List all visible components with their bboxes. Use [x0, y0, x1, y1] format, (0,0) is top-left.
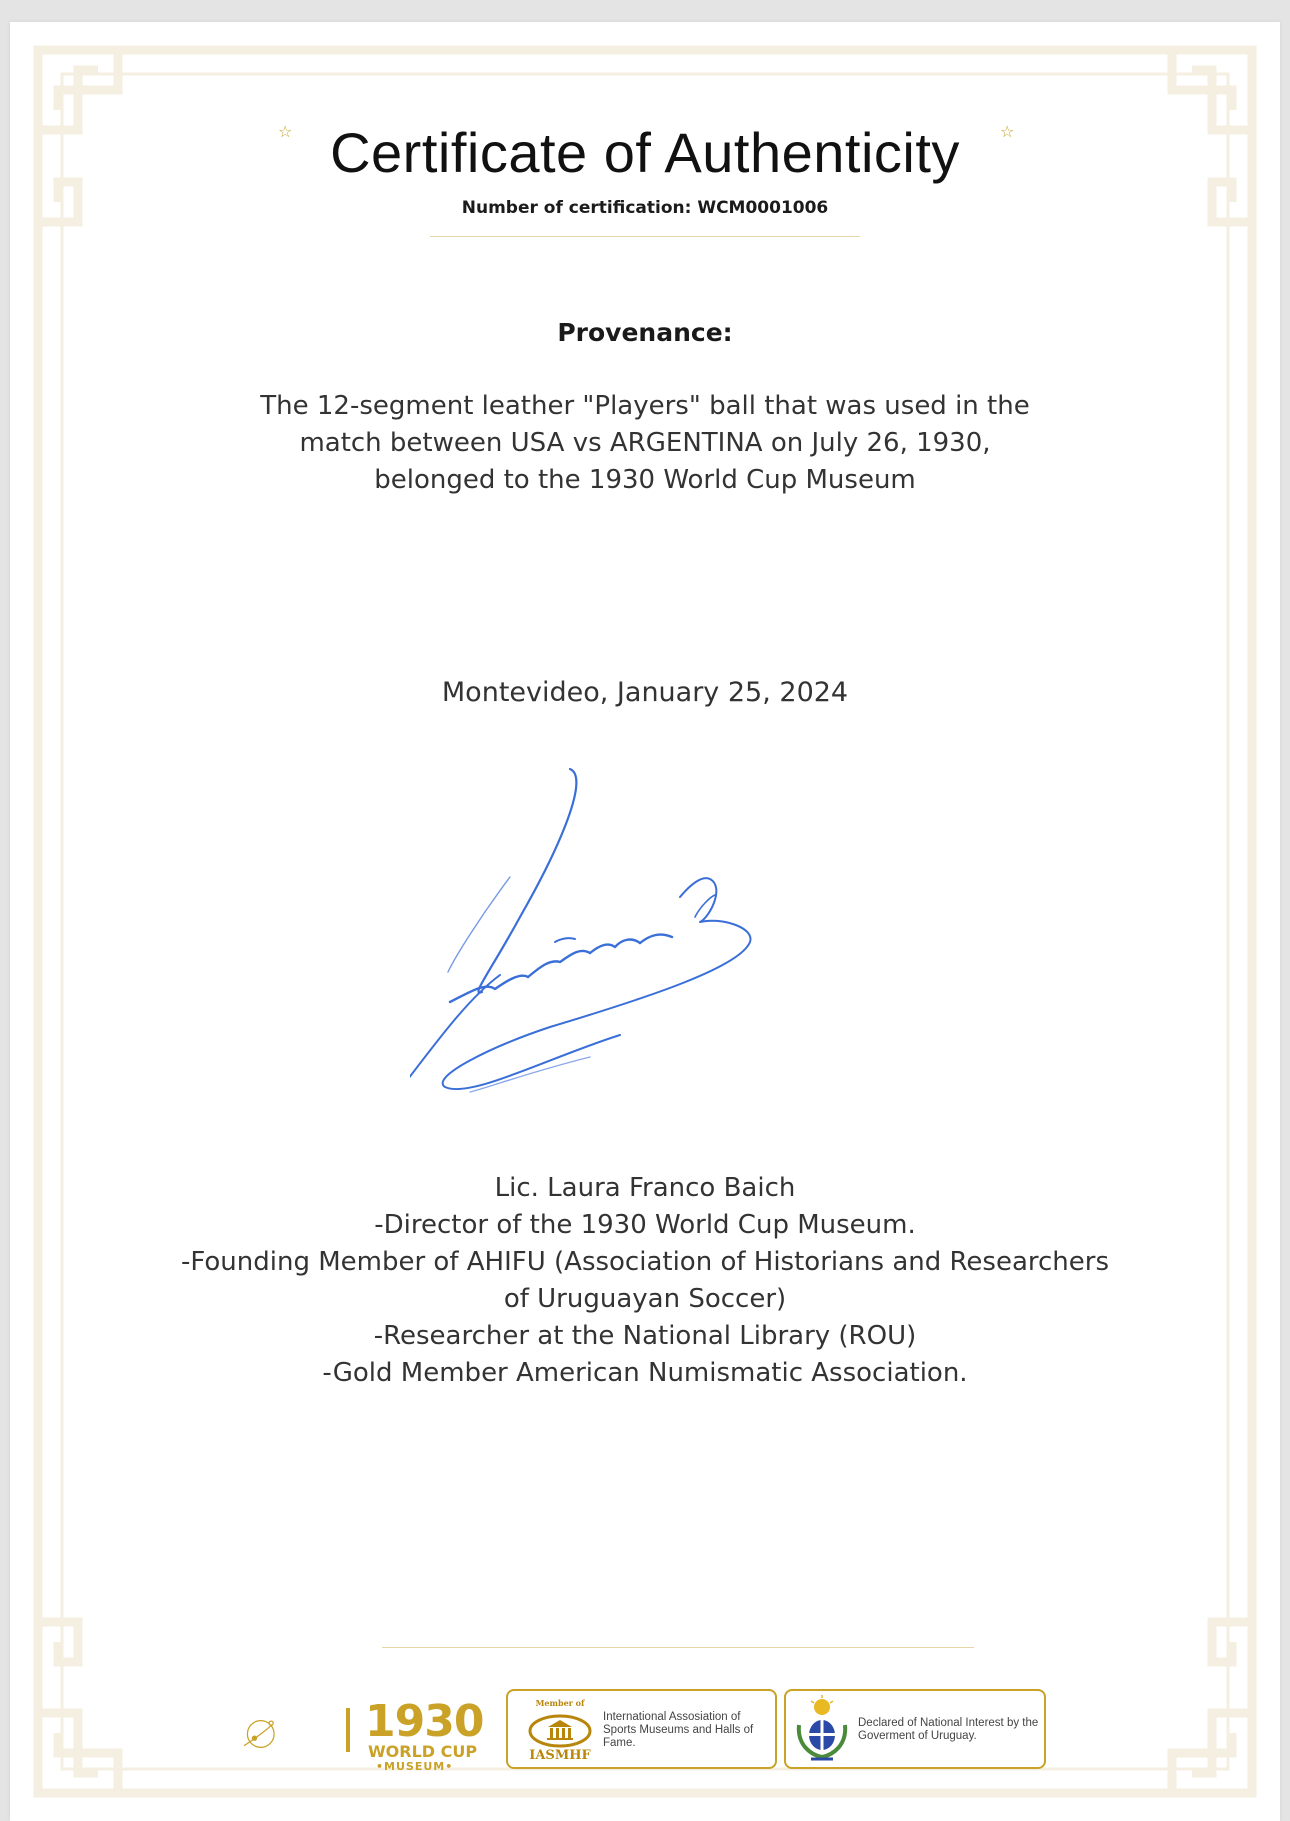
top-divider	[430, 236, 860, 237]
certification-number: Number of certification: WCM0001006	[461, 198, 829, 218]
iasmhf-text: International Assosiation of Sports Museums and Halls of Fame.	[603, 1711, 754, 1749]
signer-title-line: -Gold Member American Numismatic Association.	[322, 1358, 968, 1388]
provenance-heading: Provenance:	[557, 318, 733, 347]
star-icon-right: ☆	[1000, 122, 1015, 141]
iasmhf-logo-icon	[520, 1697, 600, 1763]
museum-logo-line1: WORLD CUP	[368, 1742, 478, 1761]
place-and-date: Montevideo, January 25, 2024	[441, 677, 849, 708]
uruguay-badge	[784, 1689, 1046, 1769]
signer-title-line: -Researcher at the National Library (ROU)	[373, 1321, 917, 1351]
iasmhf-member-label: Member of	[535, 1698, 585, 1708]
signer-name: Lic. Laura Franco Baich	[494, 1173, 796, 1203]
world-cup-ball-icon	[242, 1694, 342, 1774]
certificate-title: Certificate of Authenticity	[330, 121, 960, 184]
iasmhf-acronym: IASMHF	[529, 1748, 591, 1763]
provenance-text	[245, 388, 1045, 499]
star-icon-left: ☆	[278, 122, 293, 141]
iasmhf-badge	[506, 1689, 777, 1769]
footer-logos	[10, 1672, 1280, 1782]
museum-logo-year: 1930	[365, 1696, 484, 1747]
provenance-line: belonged to the 1930 World Cup Museum	[374, 465, 916, 495]
bottom-divider	[382, 1647, 974, 1648]
logo-divider	[346, 1708, 350, 1752]
signer-details	[170, 1170, 1120, 1392]
museum-logo-line2: •MUSEUM•	[376, 1760, 454, 1773]
signer-title-line: -Director of the 1930 World Cup Museum.	[374, 1210, 916, 1240]
uruguay-coat-of-arms-icon	[793, 1695, 851, 1765]
handwritten-signature	[410, 767, 890, 1107]
signer-title-line: -Founding Member of AHIFU (Association of Historians and Researchers	[180, 1247, 1110, 1277]
provenance-line: match between USA vs ARGENTINA on July 26, 1930,	[299, 428, 991, 458]
certificate-sheet	[10, 22, 1280, 1821]
provenance-line: The 12-segment leather "Players" ball that was used in the	[260, 391, 1030, 421]
uruguay-text: Declared of National Interest by the Goverment of Uruguay.	[858, 1717, 1039, 1742]
signer-title-line: of Uruguayan Soccer)	[503, 1284, 787, 1314]
